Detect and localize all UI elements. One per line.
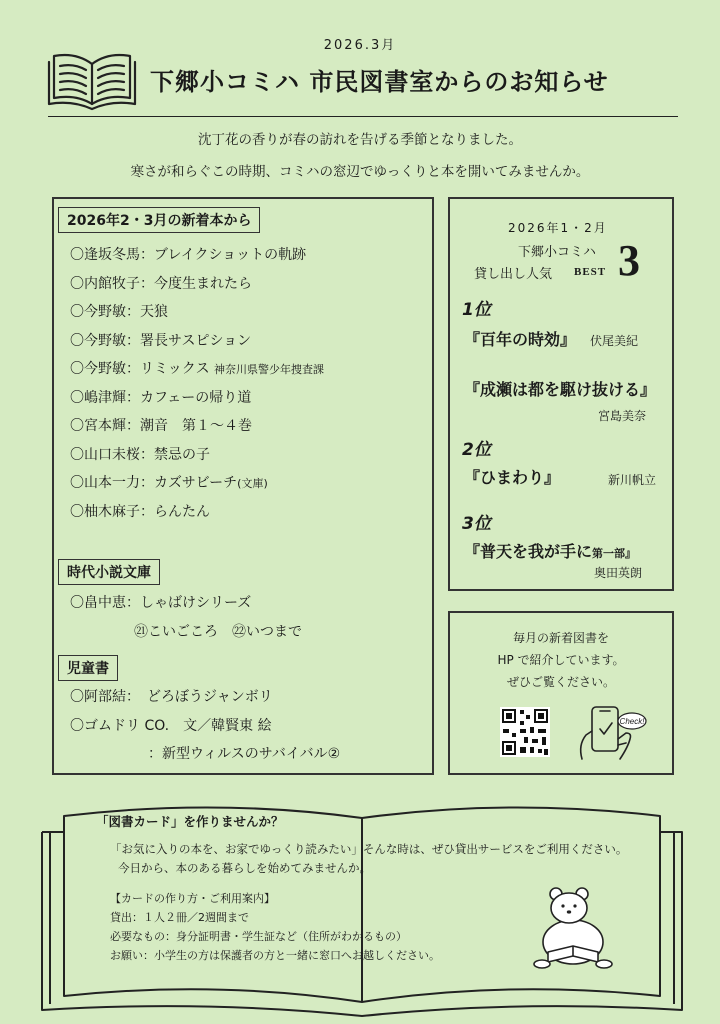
book-note: (文庫)	[237, 477, 268, 490]
rank-2-book-title: 『ひまわり』	[464, 468, 561, 487]
list-item: 〇ゴムドリ CO. 文／韓賢東 絵	[70, 717, 272, 734]
hp-notice-line-3: ぜひご覧ください。	[506, 675, 615, 689]
rank-3-book-title: 『普天を我が手に第一部』	[464, 542, 637, 561]
hp-notice-line-2: HP で紹介しています。	[497, 653, 625, 667]
guide-item-request: お願い：小学生の方は保護者の方と一緒に窓口へお越しください。	[110, 949, 440, 962]
list-item: 〇内館牧子：今度生まれたら	[70, 275, 252, 292]
intro-line-1: 沈丁花の香りが春の訪れを告げる季節となりました。	[198, 132, 522, 148]
rank-1-label: 1位	[462, 300, 491, 320]
book-note: 神奈川県警少年捜査課	[214, 363, 325, 376]
list-item: ㉑こいごころ ㉒いつまで	[134, 623, 302, 640]
list-item: ：新型ウィルスのサバイバル②	[148, 746, 341, 762]
intro-line-2: 寒さが和らぐこの時期、コミハの窓辺でゆっくりと本を開いてみませんか。	[130, 164, 590, 180]
children-books-heading: 児童書	[58, 655, 118, 681]
ranking-place: 下郷小コミハ	[518, 245, 597, 260]
rank-1-book-1-author: 伏尾美紀	[590, 334, 639, 348]
reading-bear-icon	[528, 880, 618, 970]
rank-2-book-author: 新川帆立	[608, 473, 657, 487]
guide-heading: 【カードの作り方・ご利用案内】	[110, 892, 275, 905]
ranking-panel	[448, 197, 674, 591]
list-item: 〇柚木麻子：らんたん	[70, 503, 210, 520]
children-books-list	[70, 683, 340, 769]
rank-3-book-subtitle: 第一部』	[592, 547, 637, 560]
rank-1-book-2-author: 宮島美奈	[598, 409, 647, 423]
rank-3-book-author: 奥田英朗	[594, 566, 643, 580]
period-novels-list	[70, 589, 302, 646]
list-item: 〇逢坂冬馬：ブレイクショットの軌跡	[70, 247, 307, 263]
open-book-icon	[46, 46, 138, 112]
list-item: 〇嶋津輝：カフェーの帰り道	[70, 389, 252, 406]
guide-item-requirements: 必要なもの：身分証明書・学生証など（住所がわかるもの）	[110, 930, 407, 943]
list-item: 〇山口未桜：禁忌の子	[70, 446, 210, 463]
issue-date: 2026.3月	[323, 38, 397, 53]
ranking-period: 2026年1・2月	[508, 221, 608, 235]
list-item: 〇宮本輝：潮音 第１～４巻	[70, 418, 252, 434]
new-books-heading: 2026年2・3月の新着本から	[58, 207, 260, 233]
list-item: 〇今野敏：署長サスピション	[70, 332, 252, 349]
rank-2-label: 2位	[462, 440, 491, 460]
new-books-list	[70, 241, 324, 526]
page-title: 下郷小コミハ 市民図書室からのお知らせ	[150, 68, 609, 96]
rank-3-label: 3位	[462, 514, 491, 534]
title-underline	[48, 116, 678, 117]
card-heading: 「図書カード」を作りませんか？	[96, 814, 284, 829]
list-item: 〇山本一力：カズサビーチ(文庫)	[70, 475, 268, 491]
rank-1-book-2-title: 『成瀬は都を駆け抜ける』	[464, 380, 657, 399]
best-number: 3	[618, 236, 640, 285]
list-item: 〇今野敏：天狼	[70, 304, 168, 320]
list-item: 〇畠中恵：しゃばけシリーズ	[70, 595, 252, 611]
list-item: 〇今野敏：リミックス 神奈川県警少年捜査課	[70, 361, 325, 377]
smartphone-check-icon	[570, 699, 648, 765]
new-books-panel	[52, 197, 434, 775]
ranking-label: 貸し出し人気	[474, 267, 553, 282]
guide-item-loan: 貸出：１人２冊／2週間まで	[110, 911, 249, 924]
period-novels-heading: 時代小説文庫	[58, 559, 160, 585]
card-line-2: 今日から、本のある暮らしを始めてみませんか。	[118, 861, 371, 875]
best-label: BEST	[574, 266, 607, 278]
hp-notice-panel	[448, 611, 674, 775]
check-label: Check!	[619, 717, 645, 726]
list-item: 〇阿部結： どろぼうジャンボリ	[70, 689, 273, 705]
rank-1-book-1-title: 『百年の時効』	[464, 330, 577, 349]
card-line-1: 「お気に入りの本を、お家でゆっくり読みたい」そんな時は、ぜひ貸出サービスをご利用ください。	[110, 842, 628, 856]
qr-code-icon[interactable]	[500, 707, 550, 757]
hp-notice-line-1: 毎月の新着図書を	[512, 631, 609, 645]
